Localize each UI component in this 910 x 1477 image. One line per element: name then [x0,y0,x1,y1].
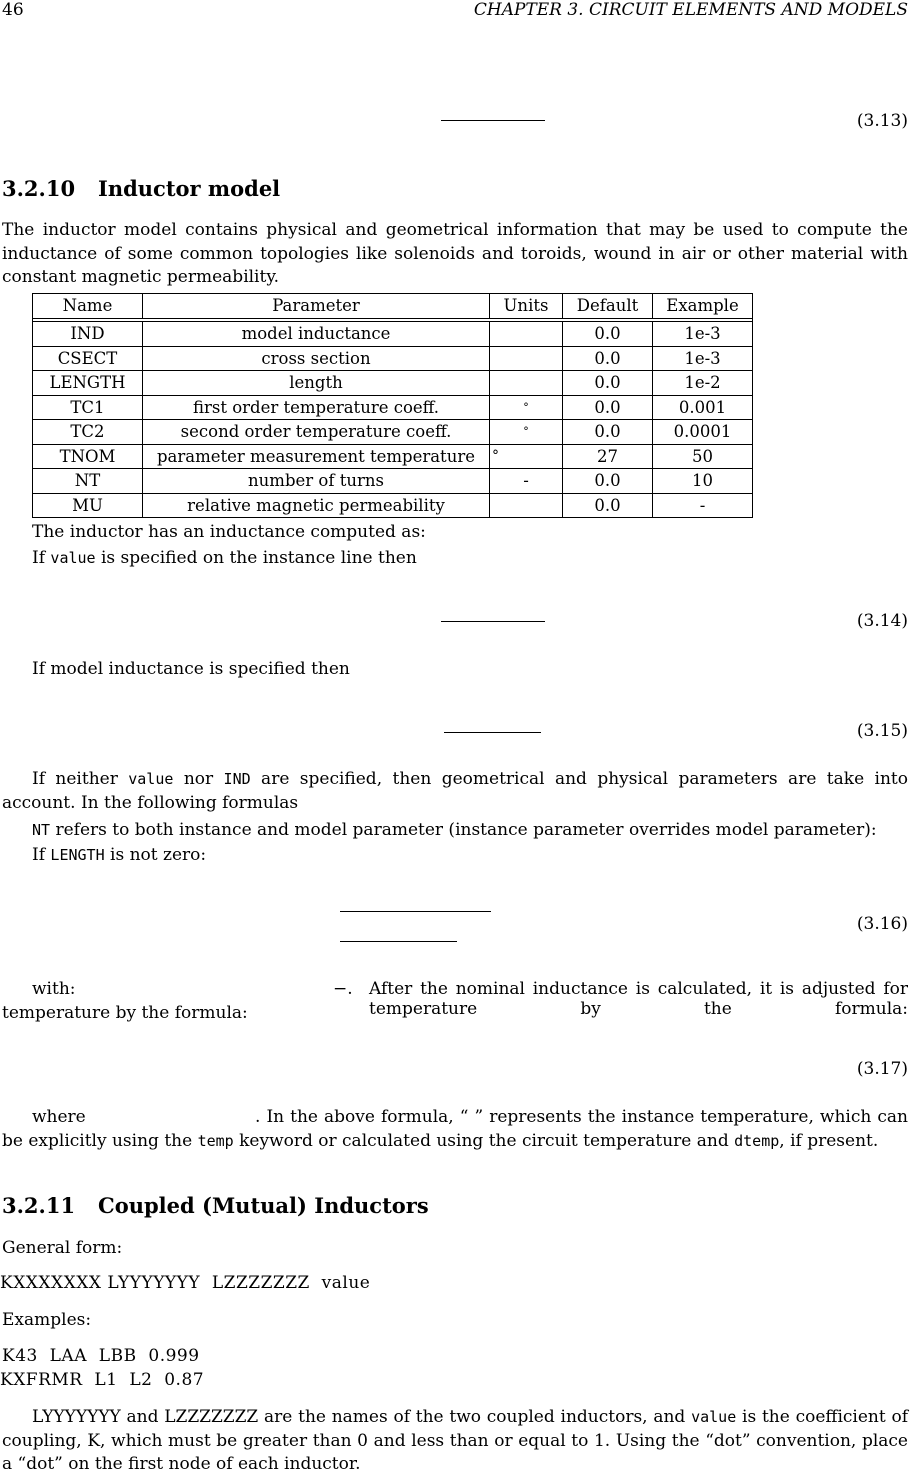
equation-fraction-bar [441,621,545,622]
equation-fraction-bar [340,911,491,912]
neither-paragraph [2,768,908,815]
equation-number: (3.16) [856,914,908,934]
table-cell: LENGTH [33,371,143,396]
table-cell: 1e-2 [653,371,753,396]
equation-number: (3.15) [856,721,908,741]
table-row [33,444,753,469]
text-fragment: is not zero: [104,845,207,865]
table-cell: number of turns [143,469,490,494]
equation-number: (3.17) [856,1059,908,1079]
text-fragment: If [32,845,51,865]
table-cell: model inductance [143,322,490,347]
where-label: where [32,1107,86,1127]
page-number: 46 [2,0,24,20]
table-cell: - [653,493,753,518]
coupled-description [2,1406,908,1477]
section-title: Inductor model [98,176,281,201]
table-cell: TC1 [33,395,143,420]
keyword-length: LENGTH [50,846,105,864]
table-cell: CSECT [33,346,143,371]
text-fragment: is specified on the instance line then [95,548,417,568]
table-cell: 1e-3 [653,346,753,371]
table-row [33,346,753,371]
table-cell: ° [490,420,563,445]
table-cell [490,322,563,347]
section-number: 3.2.11 [2,1193,76,1218]
table-cell: TC2 [33,420,143,445]
general-form-syntax: KXXXXXXX LYYYYYYY LZZZZZZZ value [0,1273,371,1293]
text-fragment: , if present. [779,1131,879,1151]
text-fragment: are specified, then geometrical and physical parameters are take into account. In the following formulas [2,769,908,813]
table-row [33,420,753,445]
keyword-dtemp: dtemp [734,1132,780,1150]
table-cell: 0.0 [563,395,653,420]
table-row [33,371,753,396]
table-cell: 0.0 [563,469,653,494]
table-cell [490,371,563,396]
table-cell: 0.001 [653,395,753,420]
table-cell: ° [490,395,563,420]
with-post-continued: temperature by the formula: [2,1003,248,1023]
keyword-ind: IND [223,770,251,788]
table-cell: 1e-3 [653,322,753,347]
table-cell: MU [33,493,143,518]
table-row [33,469,753,494]
equation-number: (3.13) [856,111,908,131]
text-fragment: is the coefficient of coupling, K, which must be greater than 0 and less than or equal to 1. Using the “dot” convention, place a “dot” on the first node of each inductor. [2,1407,908,1474]
table-row [33,322,753,347]
text-fragment: If neither [32,769,129,789]
text-fragment: If [32,548,51,568]
text-fragment: nor [173,769,224,789]
intro-paragraph: The inductor model contains physical and geometrical information that may be used to compute the inductance of some common topologies like solenoids and toroids, wound in air or other material with constant magnetic permeability. [2,220,908,287]
text-fragment: LYYYYYYY and LZZZZZZZ are the names of the two coupled inductors, and [32,1407,692,1427]
table-cell: 0.0 [563,371,653,396]
table-header-cell: Parameter [143,294,490,319]
table-cell: TNOM [33,444,143,469]
keyword-value: value [691,1408,737,1426]
table-cell: 0.0001 [653,420,753,445]
table-row [33,493,753,518]
if-value-line [32,548,417,568]
table-cell: 27 [563,444,653,469]
equation-fraction-bar [444,732,541,733]
table-cell: 0.0 [563,346,653,371]
section-number: 3.2.10 [2,176,76,201]
equation-fraction-bar [340,941,457,942]
table-cell: NT [33,469,143,494]
with-label: with: [32,979,76,999]
table-cell [490,493,563,518]
table-header-cell: Example [653,294,753,319]
where-post-text: . In the above formula, “ ” represents the instance temperature, which can [255,1107,908,1127]
table-cell: 50 [653,444,753,469]
table-cell: 0.0 [563,322,653,347]
table-cell: parameter measurement temperature [143,444,490,469]
temp-line [2,1131,878,1151]
text-fragment: keyword or calculated using the circuit temperature and [233,1131,735,1151]
computed-as-text: The inductor has an inductance computed as: [32,522,426,542]
nt-line [32,820,877,840]
table-header-cell: Units [490,294,563,319]
section-title: Coupled (Mutual) Inductors [98,1193,429,1218]
table-cell: cross section [143,346,490,371]
text-fragment: refers to both instance and model parameter (instance parameter overrides model parameter): [50,820,877,840]
chapter-header: CHAPTER 3. CIRCUIT ELEMENTS AND MODELS [473,0,908,20]
text-fragment: be explicitly using the [2,1131,198,1151]
table-cell: - [490,469,563,494]
table-cell: IND [33,322,143,347]
keyword-temp: temp [197,1132,234,1150]
table-header-cell: Default [563,294,653,319]
parameter-table [32,293,753,518]
equation-number: (3.14) [856,611,908,631]
table-cell: relative magnetic permeability [143,493,490,518]
table-header-row [33,294,753,319]
table-header-cell: Name [33,294,143,319]
if-model-line: If model inductance is specified then [32,659,350,679]
with-post-text [369,979,908,1019]
table-cell: 0.0 [563,493,653,518]
table-cell: second order temperature coeff. [143,420,490,445]
table-cell [490,346,563,371]
general-form-label: General form: [2,1238,123,1258]
with-minus: −. [333,979,353,999]
table-cell: length [143,371,490,396]
keyword-value: value [50,549,96,567]
keyword-value: value [128,770,174,788]
example-line: K43 LAA LBB 0.999 [2,1346,200,1366]
table-row [33,395,753,420]
table-cell: ° [490,444,563,469]
equation-fraction-bar [441,120,545,121]
text-fragment: After the nominal inductance is calculated, it is adjusted for temperature by the formula: [369,979,908,1019]
table-cell: first order temperature coeff. [143,395,490,420]
table-cell: 10 [653,469,753,494]
example-line: KXFRMR L1 L2 0.87 [0,1370,205,1390]
length-line [32,845,206,865]
examples-label: Examples: [2,1310,92,1330]
table-cell: 0.0 [563,420,653,445]
keyword-nt: NT [32,821,51,839]
